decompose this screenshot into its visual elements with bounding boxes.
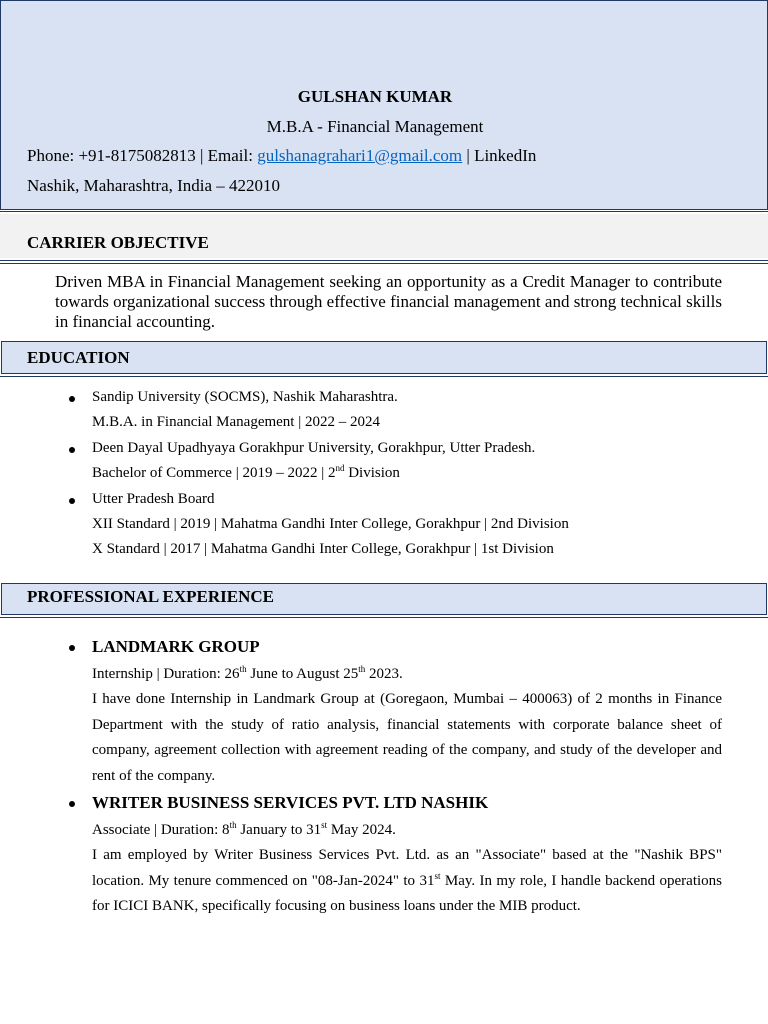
job-role	[92, 666, 403, 683]
divider	[0, 617, 768, 618]
education-institution: Sandip University (SOCMS), Nashik Maharashtra.	[92, 389, 398, 405]
job-role-text: June to August 25	[246, 666, 359, 682]
divider	[0, 263, 768, 264]
education-degree	[92, 465, 400, 482]
phone-email-label: Phone: +91-8175082813 | Email:	[27, 146, 258, 165]
education-degree: X Standard | 2017 | Mahatma Gandhi Inter College, Gorakhpur | 1st Division	[92, 541, 554, 557]
bullet-icon	[69, 396, 75, 402]
education-institution: Utter Pradesh Board	[92, 491, 215, 507]
bullet-icon	[69, 801, 75, 807]
education-degree-suffix: Division	[344, 465, 400, 481]
superscript: th	[229, 820, 237, 830]
linkedin-label: | LinkedIn	[462, 146, 537, 165]
job-role-text: Associate | Duration: 8	[92, 822, 230, 838]
email-link[interactable]: gulshanagrahari1@gmail.com	[257, 146, 463, 165]
education-institution: Deen Dayal Upadhyaya Gorakhpur University, Gorakhpur, Utter Pradesh.	[92, 440, 536, 456]
section-title-experience: PROFESSIONAL EXPERIENCE	[27, 587, 275, 606]
objective-text: Driven MBA in Financial Management seeking an opportunity as a Credit Manager to contribute towards organizational success through effective financial management and strong technical skills in financial accounting.	[55, 272, 722, 331]
contact-line	[27, 146, 536, 166]
job-role-text: May 2024.	[327, 822, 396, 838]
job-description	[92, 843, 722, 920]
section-title-objective: CARRIER OBJECTIVE	[27, 233, 209, 252]
divider	[0, 376, 768, 377]
section-title-education: EDUCATION	[27, 348, 130, 367]
job-role	[92, 822, 396, 839]
job-role-text: January to 31	[236, 822, 322, 838]
divider	[0, 260, 768, 261]
education-degree: M.B.A. in Financial Management | 2022 – 2024	[92, 414, 380, 430]
candidate-name: GULSHAN KUMAR	[297, 87, 453, 106]
superscript: st	[434, 870, 441, 881]
job-description: I have done Internship in Landmark Group at (Goregaon, Mumbai – 400063) of 2 months in Finance Department with the study of ratio analysis, financial statements with corporate balance sheet of company, agreement collection with agreement reading of the company, and study of the developer and rent of the company.	[92, 691, 722, 784]
job-description-text: I am employed by Writer Business Services Pvt. Ltd. as an "Associate" based at the "Nashik BPS" location. My tenure commenced on "08-Jan-2024" to 31	[92, 847, 722, 889]
job-role-text: Internship | Duration: 26	[92, 666, 240, 682]
job-role-text: 2023.	[365, 666, 403, 682]
job-company: LANDMARK GROUP	[92, 637, 260, 656]
superscript: nd	[335, 463, 345, 473]
education-degree: XII Standard | 2019 | Mahatma Gandhi Inter College, Gorakhpur | 2nd Division	[92, 516, 569, 532]
job-description-text: May. In my role, I handle backend operations for ICICI BANK, specifically focusing on business loans under the MIB product.	[92, 872, 722, 914]
superscript: st	[321, 820, 328, 830]
bullet-icon	[69, 447, 75, 453]
job-company: WRITER BUSINESS SERVICES PVT. LTD NASHIK	[92, 793, 489, 812]
bullet-icon	[69, 645, 75, 651]
superscript: th	[239, 664, 247, 674]
divider	[0, 211, 768, 212]
bullet-icon	[69, 498, 75, 504]
candidate-degree: M.B.A - Financial Management	[266, 117, 484, 136]
superscript: th	[358, 664, 366, 674]
address-line: Nashik, Maharashtra, India – 422010	[27, 176, 281, 195]
education-degree-text: Bachelor of Commerce | 2019 – 2022 | 2	[92, 465, 336, 481]
